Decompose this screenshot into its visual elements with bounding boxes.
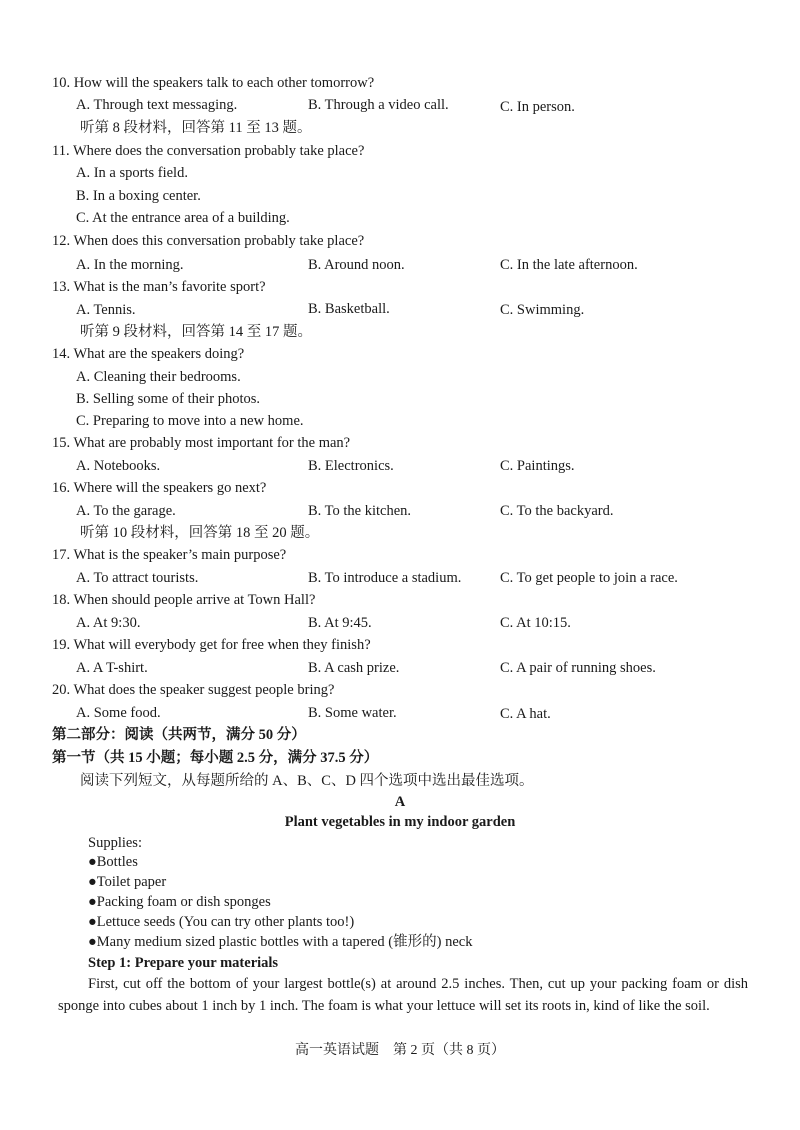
option-b: B. To introduce a stadium. — [308, 570, 462, 586]
option-c: C. Preparing to move into a new home. — [76, 413, 304, 429]
option-c: C. Paintings. — [500, 458, 575, 474]
passage-title: Plant vegetables in my indoor garden — [284, 814, 516, 830]
question-11-stem: 11. Where does the conversation probably take place? — [52, 143, 365, 159]
option-c: C. A hat. — [500, 706, 551, 722]
passage-letter: A — [394, 794, 406, 810]
question-12-stem: 12. When does this conversation probably take place? — [52, 233, 365, 249]
option-b: B. Basketball. — [308, 301, 390, 317]
question-16-stem: 16. Where will the speakers go next? — [52, 480, 267, 496]
section-note: 听第 10 段材料，回答第 18 至 20 题。 — [80, 525, 320, 541]
option-c: C. In the late afternoon. — [500, 257, 638, 273]
supply-item: ●Packing foam or dish sponges — [88, 894, 271, 910]
option-b: B. Selling some of their photos. — [76, 391, 261, 407]
option-b: B. Some water. — [308, 705, 397, 721]
option-a: A. Through text messaging. — [76, 97, 238, 113]
option-b: B. Through a video call. — [308, 97, 449, 113]
option-a: A. At 9:30. — [76, 615, 141, 631]
option-b: B. To the kitchen. — [308, 503, 412, 519]
supply-item: ●Toilet paper — [88, 874, 167, 890]
question-10-stem: 10. How will the speakers talk to each other tomorrow? — [52, 75, 375, 91]
supplies-label: Supplies: — [88, 835, 142, 851]
page-footer: 高一英语试题 第 2 页（共 8 页） — [295, 1043, 505, 1058]
option-a: A. Some food. — [76, 705, 161, 721]
step1-paragraph — [58, 973, 748, 1017]
option-b: B. A cash prize. — [308, 660, 400, 676]
question-17-stem: 17. What is the speaker’s main purpose? — [52, 547, 287, 563]
option-c: C. To get people to join a race. — [500, 570, 678, 586]
option-c: C. At 10:15. — [500, 615, 571, 631]
option-b: B. Around noon. — [308, 257, 405, 273]
section1-heading: 第一节（共 15 小题；每小题 2.5 分，满分 37.5 分） — [52, 750, 379, 766]
option-a: A. A T-shirt. — [76, 660, 148, 676]
supply-item: ●Lettuce seeds (You can try other plants too!) — [88, 914, 355, 930]
option-c: C. To the backyard. — [500, 503, 614, 519]
option-c: C. A pair of running shoes. — [500, 660, 656, 676]
option-c: C. At the entrance area of a building. — [76, 210, 290, 226]
supply-item: ●Bottles — [88, 854, 138, 870]
option-a: A. To attract tourists. — [76, 570, 199, 586]
option-a: A. In a sports field. — [76, 165, 188, 181]
option-a: A. Cleaning their bedrooms. — [76, 369, 241, 385]
supply-item: ●Many medium sized plastic bottles with a tapered (锥形的) neck — [88, 934, 473, 950]
option-b: B. At 9:45. — [308, 615, 372, 631]
option-a: A. To the garage. — [76, 503, 176, 519]
option-a: A. Notebooks. — [76, 458, 161, 474]
question-13-stem: 13. What is the man’s favorite sport? — [52, 279, 266, 295]
option-a: A. In the morning. — [76, 257, 184, 273]
step1-title: Step 1: Prepare your materials — [88, 955, 279, 971]
step1-text: First, cut off the bottom of your largest bottle(s) at around 2.5 inches. Then, cut up your packing foam or dish sponge into cubes about 1 inch by 1 inch. The foam is what your lettuce will set its roots in, kind of like the soil. — [58, 976, 748, 1014]
question-19-stem: 19. What will everybody get for free when they finish? — [52, 637, 371, 653]
option-b: B. Electronics. — [308, 458, 394, 474]
option-b: B. In a boxing center. — [76, 188, 201, 204]
question-20-stem: 20. What does the speaker suggest people bring? — [52, 682, 335, 698]
option-c: C. Swimming. — [500, 302, 585, 318]
reading-instruction: 阅读下列短文，从每题所给的 A、B、C、D 四个选项中选出最佳选项。 — [80, 773, 534, 789]
option-c: C. In person. — [500, 99, 575, 115]
question-15-stem: 15. What are probably most important for the man? — [52, 435, 351, 451]
question-14-stem: 14. What are the speakers doing? — [52, 346, 245, 362]
section-note: 听第 8 段材料，回答第 11 至 13 题。 — [80, 120, 312, 136]
section-note: 听第 9 段材料，回答第 14 至 17 题。 — [80, 324, 312, 340]
option-a: A. Tennis. — [76, 302, 136, 318]
question-18-stem: 18. When should people arrive at Town Hall? — [52, 592, 316, 608]
part2-heading: 第二部分：阅读（共两节，满分 50 分） — [52, 727, 306, 743]
